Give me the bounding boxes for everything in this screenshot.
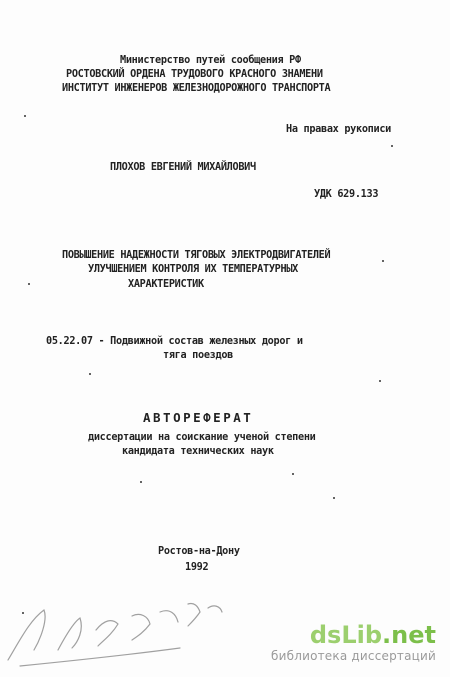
watermark-logo [271, 623, 436, 647]
watermark [271, 623, 436, 663]
title-line-3: ХАРАКТЕРИСТИК [128, 279, 204, 290]
scan-speck [292, 473, 294, 475]
udk-code: УДК 629.133 [314, 189, 379, 200]
city: Ростов-на-Дону [158, 546, 240, 557]
document-type: АВТОРЕФЕРАТ [143, 410, 254, 425]
scan-speck [28, 283, 30, 285]
scan-speck [140, 481, 142, 483]
watermark-logo-name: dsLib [309, 621, 383, 649]
degree-line-1: диссертации на соискание ученой степени [88, 432, 316, 443]
handwritten-scribble [0, 590, 260, 670]
university-line: РОСТОВСКИЙ ОРДЕНА ТРУДОВОГО КРАСНОГО ЗНАМЕНИ [66, 69, 323, 80]
rights-note: На правах рукописи [286, 124, 392, 135]
scan-speck [382, 260, 384, 262]
specialty-line-1: 05.22.07 - Подвижной состав железных дорог и [46, 336, 303, 347]
watermark-logo-domain: .net [382, 621, 436, 649]
year: 1992 [185, 562, 209, 573]
scan-speck [24, 115, 26, 117]
author-name: ПЛОХОВ ЕВГЕНИЙ МИХАЙЛОВИЧ [110, 162, 256, 173]
title-line-1: ПОВЫШЕНИЕ НАДЕЖНОСТИ ТЯГОВЫХ ЭЛЕКТРОДВИГАТЕЛЕЙ [62, 250, 331, 261]
ministry-line: Министерство путей сообщения РФ [120, 55, 301, 66]
institute-line: ИНСТИТУТ ИНЖЕНЕРОВ ЖЕЛЕЗНОДОРОЖНОГО ТРАНСПОРТА [62, 83, 331, 94]
scan-speck [333, 497, 335, 499]
watermark-subtitle: библиотека диссертаций [271, 649, 436, 663]
scan-speck [89, 373, 91, 375]
title-line-2: УЛУЧШЕНИЕМ КОНТРОЛЯ ИХ ТЕМПЕРАТУРНЫХ [88, 264, 299, 275]
specialty-line-2: тяга поездов [163, 350, 234, 361]
scan-speck [391, 145, 393, 147]
degree-line-2: кандидата технических наук [122, 446, 274, 457]
scan-speck [379, 380, 381, 382]
